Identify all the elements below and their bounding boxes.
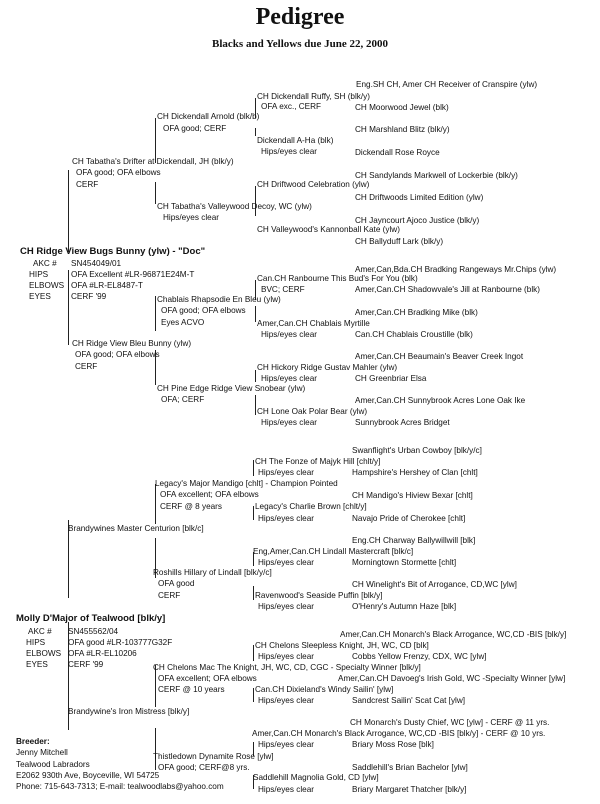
ancestor-g4: CH Driftwood Celebration (ylw) xyxy=(257,180,370,189)
ancestor-g5: CH Monarch's Dusty Chief, WC [ylw] - CERF @ 11 yrs. xyxy=(350,718,550,727)
health-info: OFA good; OFA elbows xyxy=(75,350,160,359)
health-info: CERF xyxy=(76,180,99,189)
ancestor-g5: CH Marshland Blitz (blk/y) xyxy=(355,125,450,134)
reg-label: AKC # xyxy=(33,259,57,268)
ancestor-g5: CH Jayncourt Ajoco Justice (blk/y) xyxy=(355,216,480,225)
ancestor-g5: Swanflight's Urban Cowboy [blk/y/c] xyxy=(352,446,482,455)
page-subtitle: Blacks and Yellows due June 22, 2000 xyxy=(212,38,388,50)
ancestor-g3: Legacy's Major Mandigo [chlt] - Champion Pointed xyxy=(155,479,338,488)
health-info: Hips/eyes clear xyxy=(261,147,317,156)
bracket-line xyxy=(255,128,256,136)
ancestor-g4: Amer,Can.CH Chablais Myrtille xyxy=(257,319,370,328)
bracket-line xyxy=(155,484,156,524)
ancestor-g5: Briary Margaret Thatcher [blk/y] xyxy=(352,785,467,794)
ancestor-g3: Thistledown Dynamite Rose [ylw] xyxy=(153,752,274,761)
ancestor-g5: CH Greenbriar Elsa xyxy=(355,374,427,383)
bracket-line xyxy=(155,728,156,770)
ancestor-g4: CH Hickory Ridge Gustav Mahler (ylw) xyxy=(257,363,398,372)
ancestor-g4: Legacy's Charlie Brown [chlt/y] xyxy=(255,502,367,511)
breeder-kennel: Tealwood Labradors xyxy=(16,760,90,769)
ancestor-g5: Cobbs Yellow Frenzy, CDX, WC [ylw] xyxy=(352,652,487,661)
reg-label: ELBOWS xyxy=(29,281,65,290)
health-info: OFA; CERF xyxy=(161,395,205,404)
ancestor-g5: Eng.SH CH, Amer CH Receiver of Cranspire (ylw) xyxy=(356,80,538,89)
health-info: OFA good xyxy=(158,579,195,588)
reg-label: ELBOWS xyxy=(26,649,62,658)
health-info: Hips/eyes clear xyxy=(258,468,314,477)
ancestor-g5: Sandcrest Sailin' Scat Cat [ylw] xyxy=(352,696,466,705)
health-info: Hips/eyes clear xyxy=(258,558,314,567)
health-info: CERF @ 8 years xyxy=(160,502,222,511)
ancestor-g4: CH The Fonze of Majyk Hill [chlt/y] xyxy=(255,457,381,466)
health-info: Hips/eyes clear xyxy=(258,652,314,661)
ancestor-g5: Hampshire's Hershey of Clan [chlt] xyxy=(352,468,478,477)
reg-label: HIPS xyxy=(26,638,46,647)
ancestor-g4: CH Chelons Sleepless Knight, JH, WC, CD [blk] xyxy=(255,641,429,650)
ancestor-g4: Eng,Amer,Can.CH Lindall Mastercraft [blk/c] xyxy=(253,547,414,556)
dam-name: Molly D'Major of Tealwood [blk/y] xyxy=(16,613,166,624)
ancestor-g5: Navajo Pride of Cherokee [chlt] xyxy=(352,514,466,523)
ancestor-g4: Dickendall A-Ha (blk) xyxy=(257,136,334,145)
reg-value: SN454049/01 xyxy=(71,259,122,268)
reg-value: OFA #LR-EL8487-T xyxy=(71,281,143,290)
ancestor-g5: Eng.CH Charway Ballywillwill [blk] xyxy=(352,536,476,545)
health-info: OFA good; CERF@8 yrs. xyxy=(158,763,250,772)
reg-value: OFA Excellent #LR-96871E24M-T xyxy=(71,270,195,279)
health-info: OFA good; CERF xyxy=(163,124,227,133)
ancestor-g5: CH Driftwoods Limited Edition (ylw) xyxy=(355,193,484,202)
reg-value: CERF '99 xyxy=(71,292,107,301)
ancestor-g5: Amer,Can.CH Monarch's Black Arrogance, WC,CD -BIS [blk/y] xyxy=(340,630,567,639)
ancestor-g5: CH Winelight's Bit of Arrogance, CD,WC [ylw] xyxy=(352,580,517,589)
ancestor-g5: Dickendall Rose Royce xyxy=(355,148,440,157)
reg-label: EYES xyxy=(29,292,51,301)
ancestor-g3: CH Dickendall Arnold (blk/b) xyxy=(157,112,260,121)
health-info: Eyes ACVO xyxy=(161,318,205,327)
health-info: Hips/eyes clear xyxy=(258,514,314,523)
ancestor-g5: CH Sandylands Markwell of Lockerbie (blk/y) xyxy=(355,171,518,180)
ancestor-g4: CH Lone Oak Polar Bear (ylw) xyxy=(257,407,368,416)
ancestor-g5: O'Henry's Autumn Haze [blk] xyxy=(352,602,457,611)
reg-label: AKC # xyxy=(28,627,52,636)
ancestor-g5: CH Mandigo's Hiview Bexar [chlt] xyxy=(352,491,473,500)
page-title: Pedigree xyxy=(255,4,345,30)
reg-label: HIPS xyxy=(29,270,49,279)
breeder-contact: Phone: 715-643-7313; E-mail: tealwoodlabs@yahoo.com xyxy=(16,782,224,791)
health-info: OFA excellent; OFA elbows xyxy=(158,674,257,683)
sire-name: CH Ridge View Bugs Bunny (ylw) - "Doc" xyxy=(20,246,206,257)
health-info: Hips/eyes clear xyxy=(258,602,314,611)
ancestor-g3: CH Pine Edge Ridge View Snobear (ylw) xyxy=(157,384,306,393)
ancestor-g5: Sunnybrook Acres Bridget xyxy=(355,418,450,427)
ancestor-g5: Saddlehill's Brian Bachelor [ylw] xyxy=(352,763,468,772)
bracket-line xyxy=(155,182,156,204)
reg-value: SN455562/04 xyxy=(68,627,119,636)
bracket-line xyxy=(68,170,69,252)
health-info: BVC; CERF xyxy=(261,285,305,294)
ancestor-g3: CH Tabatha's Valleywood Decoy, WC (ylw) xyxy=(157,202,312,211)
health-info: CERF xyxy=(158,591,181,600)
ancestor-g3: Chablais Rhapsodie En Bleu (ylw) xyxy=(157,295,281,304)
ancestor-g4: Can.CH Dixieland's Windy Sailin' [ylw] xyxy=(255,685,394,694)
health-info: OFA good; OFA elbows xyxy=(161,306,246,315)
ancestor-g3: Roshills Hillary of Lindall [blk/y/c] xyxy=(153,568,272,577)
health-info: OFA exc., CERF xyxy=(261,102,322,111)
ancestor-g4: Saddlehill Magnolia Gold, CD [ylw] xyxy=(253,773,379,782)
health-info: CERF @ 10 years xyxy=(158,685,225,694)
breeder-heading: Breeder: xyxy=(16,737,50,746)
ancestor-g5: Morningtown Stormette [chlt] xyxy=(352,558,457,567)
health-info: Hips/eyes clear xyxy=(163,213,219,222)
ancestor-g5: Briary Moss Rose [blk] xyxy=(352,740,434,749)
ancestor-g4: Ravenwood's Seaside Puffin [blk/y] xyxy=(255,591,383,600)
ancestor-g5: CH Moorwood Jewel (blk) xyxy=(355,103,449,112)
reg-value: OFA #LR-EL10206 xyxy=(68,649,137,658)
health-info: CERF xyxy=(75,362,98,371)
ancestor-g2: Brandywines Master Centurion [blk/c] xyxy=(68,524,204,533)
ancestor-g3: CH Chelons Mac The Knight, JH, WC, CD, CGC - Specialty Winner [blk/y] xyxy=(153,663,421,672)
ancestor-g4: CH Dickendall Ruffy, SH (blk/y) xyxy=(257,92,370,101)
ancestor-g5: Amer,Can.CH Shadowvale's Jill at Ranbourne (blk) xyxy=(355,285,540,294)
ancestor-g5: Amer,Can.CH Sunnybrook Acres Lone Oak Ike xyxy=(355,396,526,405)
reg-value: OFA good #LR-103777G32F xyxy=(68,638,173,647)
ancestor-g5: Can.CH Chablais Croustille (blk) xyxy=(355,330,473,339)
ancestor-g5: CH Ballyduff Lark (blk/y) xyxy=(355,237,444,246)
ancestor-g5: Amer,Can,Bda.CH Bradking Rangeways Mr.Chips (ylw) xyxy=(355,265,557,274)
health-info: Hips/eyes clear xyxy=(258,696,314,705)
ancestor-g4: CH Valleywood's Kannonball Kate (ylw) xyxy=(257,225,400,234)
health-info: Hips/eyes clear xyxy=(258,740,314,749)
breeder-name: Jenny Mitchell xyxy=(16,748,68,757)
health-info: OFA excellent; OFA elbows xyxy=(160,490,259,499)
ancestor-g2: Brandywine's Iron Mistress [blk/y] xyxy=(68,707,190,716)
breeder-address: E2062 930th Ave, Boyceville, WI 54725 xyxy=(16,771,160,780)
ancestor-g4: Amer,Can.CH Monarch's Black Arrogance, WC,CD -BIS [blk/y] - CERF @ 10 yrs. xyxy=(252,729,546,738)
health-info: Hips/eyes clear xyxy=(261,330,317,339)
health-info: Hips/eyes clear xyxy=(261,374,317,383)
ancestor-g2: CH Ridge View Bleu Bunny (ylw) xyxy=(72,339,192,348)
reg-value: CERF '99 xyxy=(68,660,104,669)
health-info: Hips/eyes clear xyxy=(258,785,314,794)
ancestor-g4: Can.CH Ranbourne This Bud's For You (blk) xyxy=(257,274,418,283)
health-info: Hips/eyes clear xyxy=(261,418,317,427)
reg-label: EYES xyxy=(26,660,48,669)
health-info: OFA good; OFA elbows xyxy=(76,168,161,177)
ancestor-g5: Amer,Can.CH Bradking Mike (blk) xyxy=(355,308,478,317)
ancestor-g2: CH Tabatha's Drifter at Dickendall, JH (blk/y) xyxy=(72,157,234,166)
ancestor-g5: Amer,Can.CH Davoeg's Irish Gold, WC -Specialty Winner [ylw] xyxy=(338,674,566,683)
bracket-line xyxy=(68,270,69,345)
ancestor-g5: Amer,Can.CH Beaumain's Beaver Creek Ingot xyxy=(355,352,524,361)
